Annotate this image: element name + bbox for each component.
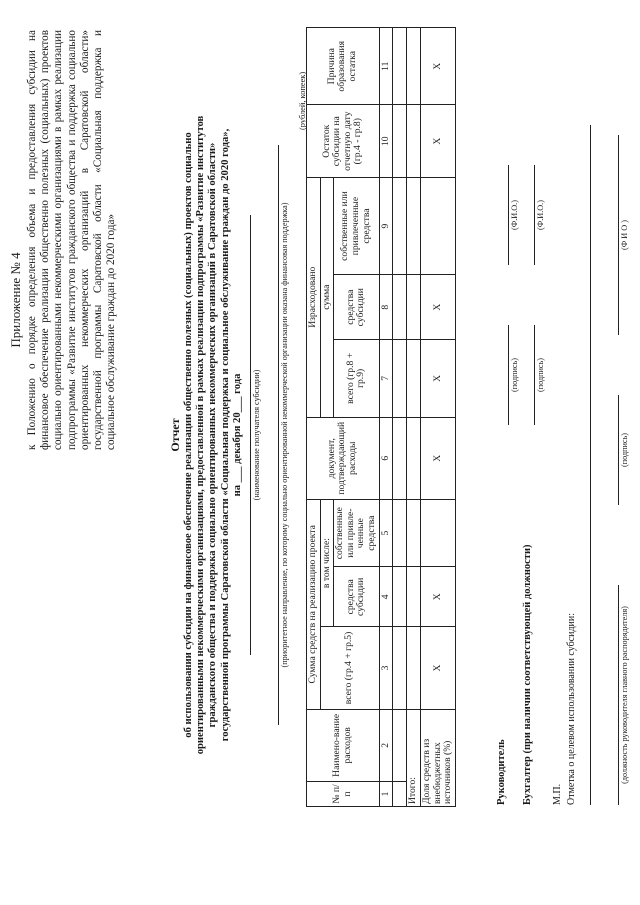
mp-label: М.П. [552,783,563,805]
col-number: 7 [379,340,393,417]
fio-caption: (Ф.И.О.) [536,200,545,230]
col-number: 10 [379,105,393,177]
col-number: 4 [379,567,393,627]
x-mark: X [421,567,456,627]
header-reason: Причина образования остатка [307,28,380,106]
header-rest: Остаток субсидии на отчетную дату (гр.4 - гр.8) [307,105,380,177]
table-row [393,28,407,807]
col-number: 9 [379,177,393,274]
cell [407,177,421,274]
cell [421,177,456,274]
fio-caption-final: (Ф И О ) [620,220,629,250]
recipient-caption: (наименование получателя субсидии) [252,369,261,501]
report-subtitle [183,85,244,785]
appendix-title: Приложение № 4 [8,252,23,348]
final-sign-line [618,395,619,505]
col-number: 6 [379,417,393,499]
cell [393,417,407,499]
cell [393,177,407,274]
col-number: 1 [379,782,393,807]
head-label: Руководитель [496,739,507,805]
col-number: 8 [379,275,393,340]
accountant-label: Бухгалтер (при наличии соответствующей должности) [522,544,533,805]
sign-caption: (подпись) [620,433,629,467]
x-mark: X [421,627,456,709]
report-line: государственной программы Саратовской области «Социальная поддержка и социальное обслуживание граждан до 2020 года», [219,128,231,742]
appendix-text: к Положению о порядке определения объема и предоставления субсидии на финансовое обеспечение реализации общественно полезных (социальных) проектов социально ориентированными некоммерческими организациями в рамках реализации подпрограммы «Развитие институтов гражданского общества и поддержка социально ориентированных некоммерческих организаций в Саратовской области» государственной программы Саратовской области «Социальная поддержка и социальное обслуживание граждан до 2020 года» [26,30,118,450]
col-number: 5 [379,499,393,566]
cell [393,499,407,566]
header-own-a: собственные или привле-ченные средства [334,499,379,566]
header-num: № п/п [307,782,380,807]
cell [393,709,407,781]
units-note: (рублей, копеек) [298,71,307,130]
cell [407,105,421,177]
cell [393,105,407,177]
note-label: Отметка о целевом использовании субсидии: [566,612,577,805]
header-sum: сумма [320,177,334,417]
report-line: ориентированными некоммерческими организациями, предоставленной в рамках реализации подпрограммы «Развитие институтов [195,115,207,755]
cell [393,627,407,709]
cell [393,275,407,340]
x-mark: X [421,417,456,499]
header-sum-group: Сумма средств на реализацию проекта [307,499,321,709]
accountant-sign-line [534,325,535,425]
header-subsidy-b: средства субсидии [334,275,379,340]
report-title: Отчет [168,418,182,452]
header-document: документ, подтверждающий расходы [307,417,380,499]
head-sign-line [508,325,509,425]
share-label: Доля средств из внебюджетных источников (%) [421,709,456,806]
direction-line [278,145,279,725]
cell [393,28,407,106]
header-own-b: собственные или привлеченные средства [334,177,379,274]
report-line: на ___ декабря 20___ года [231,373,243,497]
col-number: 2 [379,709,393,781]
x-mark: X [421,340,456,417]
cell [393,567,407,627]
cell [393,782,407,807]
cell [407,627,421,709]
report-table [306,27,456,807]
header-subsidy-a: средства субсидии [334,567,379,627]
column-number-row [379,28,393,807]
sign-caption: (подпись) [510,358,519,392]
total-label: Итого: [407,709,421,806]
header-name: Наимено-вание расходов [307,709,380,781]
share-row [421,28,456,807]
cell [393,340,407,417]
total-row [407,28,421,807]
position-line [618,585,619,805]
position-caption: (должность руководителя главного распорядителя) [620,606,629,784]
accountant-fio-line [534,165,535,265]
cell [407,567,421,627]
x-mark: X [421,28,456,106]
header-total-a: всего (гр.4 + гр.5) [320,627,379,709]
fio-caption: (Ф.И.О.) [510,200,519,230]
header-including-a: в том числе: [320,499,334,626]
report-line: гражданского общества и поддержка социально ориентированных некоммерческих организаций в Саратовской области» [207,142,219,728]
cell [407,28,421,106]
report-line: об использовании субсидии на финансовое обеспечение реализации общественно полезных (социальных) проектов социально [183,132,194,738]
x-mark: X [421,275,456,340]
col-number: 11 [379,28,393,106]
cell [407,499,421,566]
header-spent-group: Израсходовано [307,177,321,417]
direction-caption: (приоритетное направление, по которому социально ориентированной некоммерческой организации оказана финансовая поддержка) [280,202,289,668]
note-line [590,125,591,805]
final-fio-line [618,135,619,335]
head-fio-line [508,165,509,265]
cell [407,417,421,499]
cell [421,499,456,566]
cell [407,340,421,417]
x-mark: X [421,105,456,177]
header-total-b: всего (гр.8 + гр.9) [334,340,379,417]
col-number: 3 [379,627,393,709]
cell [407,275,421,340]
sign-caption: (подпись) [536,358,545,392]
recipient-line [250,215,251,655]
